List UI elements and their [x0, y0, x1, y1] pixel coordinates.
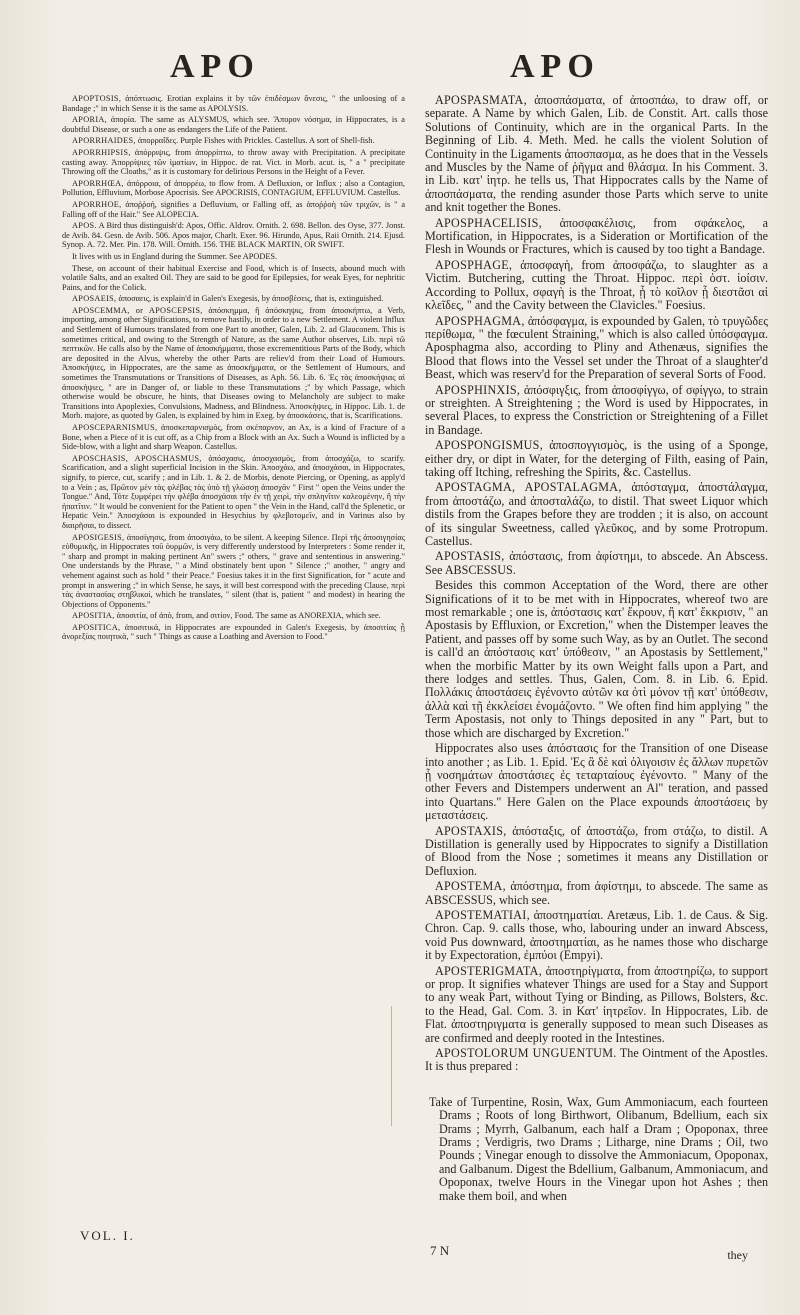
catchword: they — [727, 1248, 748, 1262]
dictionary-entry — [62, 115, 405, 134]
entry-text: The Ointment of the Apostles. It is thus prepared : — [425, 1046, 768, 1074]
entry-text: It lives with us in England during the Summer. See APODES. — [72, 251, 278, 261]
entry-text: ἀποῤῥοή, signifies a Defluvium, or Falling off, as ἀποῤῥοὴ τῶν τριχῶν, is " a Falling off of the Hair." See ALOPECIA. — [62, 199, 405, 219]
entry-text: ἀπόσκημμα, ἢ ἀπόσκηψις, from ἀποσκήπτω, a Verb, importing, among other Significations, to remove hastily, in order to a new Settlement. A violent Influx and Settlement of Humours translated from one Part to another, Galen, Lib. 2. ad Glauconem. This is sometimes critical, and owing to the Strength of Nature, as the same Author observes, Lib. περὶ τῶ πεπτικῶν. He calls also by the Name of ἀποσκήμματα, those excrementitious Parts of the Body, which are deposited in the Alvus, whereby the other Parts are reliev'd from their Load of Humours. Ἀποσκήψιες, in Hippocrates, are the same as ἀποσκήμματα, or the Settlement of Humours, and sometimes the Transmutations or Transitions of Diseases, as Aph. 56. Lib. 6. Ἐς τὰς ἀποσκήψιας αἱ ἀποσκήψιες, " are in Danger of, or liable to these Transmutations ;" by which Passage, which otherwise would be obscure, he hints, that Diseases owing to Melancholy are subject to make Transitions into Apoplexies, Convulsions, Madness, and Blindness. Ἀποσκήψιες, in Hippoc. Lib. 1. de Morb. majore, as quoted by Galen, is explained by him in Exeg. by ἀποσκάσεις, that is, Scarifications. — [62, 305, 406, 421]
entry-text: ἀπόσφαγμα, is expounded by Galen, τὸ τρυγῶδες περίθωμα, " the fœculent Straining," which is also called ὑπόσφαγμα. Aposphagma also, according to Pliny and Athenæus, signifies the Blood that flows into the Vessel set under the Throat of a slaughter'd Beast, which was reserv'd for the Preparation of several Sorts of Food. — [425, 313, 768, 382]
dictionary-entry — [425, 259, 768, 313]
entry-text: ἀπόπτωσις. Erotian explains it by τῶν ἐπιδέσμων ἄνεσις, " the unloosing of a Bandage ;" in which Sense it is the same as APOLYSIS. — [62, 94, 405, 113]
entry-text: ἀπόσταξις, of ἀποστάζω, from στάζω, to distil. A Distillation is generally used by Hippocrates to signify a Distillation of Blood from the Nose ; sometimes it means any Distillation or Defluxion. — [425, 823, 768, 878]
dictionary-entry — [62, 264, 405, 293]
entry-text: ἀποσιτία, of ἀπὸ, from, and σιτίον, Food. The same as ANOREXIA, which see. — [114, 611, 381, 621]
signature-mark: 7 N — [430, 1243, 450, 1258]
entry-headword: APOS. — [72, 221, 97, 231]
entry-headword: APOSPHINXIS, — [435, 382, 521, 397]
entry-text: ἀπόρριψις, from ἀπορρίπτω, to throw away with Precipitation. A precipitate casting away. Ἀπορρίψιες τῶν ἱματίων, in Hippoc. de rat. Vict. in Morb. acut. is, " a " precipitate Throwing off the Cloaths," as it is customary for delirious Persons in the Height of a Fever. — [62, 147, 405, 177]
dictionary-entry — [425, 1047, 768, 1074]
entry-headword: APORRHIPSIS, — [72, 147, 131, 157]
entry-headword: APOSCEPARNISMUS, — [72, 423, 158, 432]
entry-text: ἀπόρροια, of ἀπορρέω, to flow from. A Defluxion, or Influx ; also a Contagion, Pollution, Effluvium, Morbose Apocrisis. See APOCRISIS, CONTAGIUM, EFFLUVIUM. Castellus. — [62, 178, 405, 198]
dictionary-entry — [425, 825, 768, 879]
entry-headword: APOSPHAGMA, — [435, 313, 525, 328]
dictionary-entry — [425, 315, 768, 382]
dictionary-entry — [425, 94, 768, 215]
entry-text: ἀποσίγησις, from ἀποσιγάω, to be silent. A keeping Silence. Περὶ τῆς ἀποσιγησίας εὐθυμικῆς, in Hippocrates τοῦ ὀυρμῶν, is very differently understood by Interpreters : Some render it, " sharp and prompt in making pertinent An" swers ;" others, " grave and sententious in answering." One understands by the Phrase, " a Mind obstinately bent upon " Silence ;" another, " angry and vehement against such as hold " their Peace." Foesius takes it in the first Signification, for " acute and prompt in answering ;" in which Sense, he says, it will best correspond with the preceding Clause, περὶ τὰς ἀναστασίας στηβλικοί, which he translates, " silent (that is, patient " and modest) in hearing the Objections of Opponents." — [62, 532, 405, 609]
entry-headword: APORIA, — [72, 115, 108, 125]
dictionary-entry — [62, 623, 405, 642]
dictionary-entry — [425, 550, 768, 577]
entry-text: ἀποσαεις, is explain'd in Galen's Exegesis, by ἀποσβέσεις, that is, extinguished. — [116, 294, 384, 304]
entry-headword: APOSCHASIS, APOSCHASMUS, — [72, 453, 202, 463]
entry-text: ἀπόσχασις, ἀποσχασμὸς, from ἀποσχάζω, to scarify. Scarification, and a slight superficial Incision in the Skin. Ἀποσχάω, and ἀποσχάσαι, in Hippocrates, signify, to pierce, cut, scarify ; and in Lib. 1. & 2. de Morbis, denote Piercing, or Opening, as apply'd to a Vein ; as, Πρῶτον μὲν τὰς φλέβας τὰς ὑπὸ τῇ γλώσσῃ ἀποσχᾶν " First " open the Veins under the Tongue." And, Τότε ξυμφέρει τὴν φλέβα ἀποσχάσαι τὴν ἐν τῇ χειρὶ, τὴν σπληνῖτιν καλεομένην, ἢ τὴν ἡπατῖτιν. " It would be convenient for the Patient to open " the Vein in the Hand, call'd the Splenetic, or Hepatic Vein." Ἀποσχάσαι is expounded in Hesychius by φλεβοτομεῖν, and in Varinus also by διαιρῆσαι, to dissect. — [62, 453, 406, 530]
entry-headword: APORRHOE, — [72, 199, 122, 209]
entry-headword: APOSPHACELISIS, — [435, 215, 542, 230]
entry-text: ἀποστηρίγματα, from ἀποστηρίζω, to support or prop. It signifies whatever Things are used for a Stay and Support to any weak Part, without Tying or Binding, as Pillows, Bolsters, &c. to the Head, Gal. Com. 3. in Κατ' ἰητρεῖον. In Hippocrates, Lib. de Flat. ἀποστηριγματα is generally supposed to mean such Diseases as are confirmed and deeply rooted in the Intestines. — [425, 963, 768, 1045]
entry-headword: APOSAEIS, — [72, 294, 117, 304]
entry-headword: APOSTEMA, — [435, 879, 506, 894]
running-head-right: APO — [510, 48, 600, 85]
dictionary-entry — [425, 742, 768, 822]
dictionary-entry — [62, 179, 405, 198]
entry-text: ἀποσφακέλισις, from σφάκελος, a Mortification, in Hippocrates, is a Sideration or Mortification of the Flesh in Wounds or Fractures, which is caused by too tight a Bandage. — [425, 215, 768, 257]
entry-headword: APOSITIA, — [72, 611, 115, 621]
right-column — [425, 94, 768, 1203]
dictionary-entry — [425, 880, 768, 907]
dictionary-entry — [425, 965, 768, 1045]
entry-text: ἀποσπογγισμὸς, is the using of a Sponge, either dry, or dipt in Water, for the deterging of Filth, easing of Pain, taking off Itching, refreshing the Spirits, &c. Castellus. — [425, 438, 768, 479]
running-head-left: APO — [170, 48, 260, 85]
dictionary-entry — [425, 909, 768, 963]
dictionary-entry — [62, 148, 405, 177]
binding-thread — [391, 1006, 392, 1126]
entry-headword: APOSIGESIS, — [72, 532, 125, 542]
entry-headword: APOSTERIGMATA, — [435, 963, 543, 978]
entry-text: ἀπόσταγμα, ἀποστάλαγμα, from ἀποστάζω, and ἀποσταλάζω, to distil. That sweet Liquor which distils from the Grapes before they are trodden ; it is also, on account of its singular Sweetness, called γλεῦκος, and by some Protropum. Castellus. — [425, 480, 769, 548]
entry-text: ἀποσιτικά, in Hippocrates are expounded in Galen's Exegesis, by ἀποσιτίας ᾗ ἀνορεξίας ποιητικὰ, " such " Things as cause a Loathing and Aversion to Food." — [62, 622, 405, 642]
entry-headword: APOPTOSIS, — [72, 94, 122, 103]
dictionary-entry — [425, 439, 768, 479]
entry-text: ἀπορραΐδες. Purple Fishes with Prickles. Castellus. A sort of Shell-fish. — [135, 136, 375, 146]
dictionary-entry — [62, 221, 405, 250]
entry-text: These, on account of their habitual Exercise and Food, which is of Insects, abound much with volatile Salts, and an exalted Oil. They are said to be good for Epilepsies, for weak Eyes, for nephritic Pains, and for the Colick. — [62, 263, 405, 292]
entry-text: ἀποσφαγὴ, from ἀποσφάζω, to slaughter as a Victim. Butchering, cutting the Throat. Hippoc. περὶ ὀστ. ἰοίσιν. According to Pollux, σφαγὴ is the Throat, ᾗ τὸ κοῖλον ᾗ διεστᾶσι αἱ κλεῖδες, " and the Cavity between the Clavicles." Foesius. — [425, 257, 768, 313]
entry-headword: APOSTASIS, — [435, 549, 505, 564]
entry-text: A Bird thus distinguish'd: Apos, Offic. Aldrov. Ornith. 2. 698. Bellon. des Oyse, 377. Jonst. de Avib. 84. Gesn. de Avib. 506. Apos major, Charlt. Exer. 96. Hirundo, Apus, Raii Ornith. 214. Ejusd. Synop. A. 72. Mer. Pin. 178. Will. Ornith. 156. THE BLACK MARTIN, OR SWIFT. — [62, 221, 405, 250]
left-column — [62, 94, 405, 1203]
entry-headword: APOSTOLORUM UNGUENTUM. — [435, 1046, 617, 1061]
entry-headword: APOSITICA, — [72, 622, 121, 632]
entry-text: ἀποσκεπαρνισμὸς, from σκέπαρνον, an Ax, is a kind of Fracture of a Bone, when a Piece of it is cut off, as a Chip from a Block with an Ax. Such a Wound is inflicted by a Side-blow, with a light and sharp Weapon. Castellus. — [62, 423, 405, 452]
dictionary-entry — [425, 579, 768, 740]
dictionary-entry — [425, 481, 768, 548]
entry-headword: APOSTAXIS, — [435, 823, 507, 838]
entry-text: ἀπόσφιγξις, from ἀποσφίγγω, of σφίγγω, to strain or streighten. A Streightening ; the Word is used by Hippocrates, in several Places, to express the Constriction or Streightening of a Fillet in Bandage. — [425, 382, 768, 437]
entry-text: ἀπόστημα, from ἀφίστημι, to abscede. The same as ABSCESSUS, which see. — [425, 879, 768, 907]
dictionary-entry — [62, 454, 405, 531]
recipe-text: Take of Turpentine, Rosin, Wax, Gum Ammoniacum, each fourteen Drams ; Roots of long Birthwort, Olibanum, Bdellium, each six Drams ; Myrrh, Galbanum, each half a Dram ; Opoponax, three Drams ; Verdigris, two Drams ; Litharge, nine Drams ; Oil, two Pounds ; Vinegar enough to dissolve the Ammoniacum, Opoponax, and Galbanum. Digest the Bdellium, Galbanum, Ammoniacum, and Opoponax, twelve Hours in the Vinegar upon hot Ashes ; then make them boil, and when — [429, 1094, 768, 1203]
dictionary-entry — [62, 423, 405, 452]
entry-headword: APOSPASMATA, — [435, 93, 527, 107]
entry-headword: APORRHAIDES, — [72, 136, 136, 146]
entry-text: ἀποσπάσματα, of ἀποσπάω, to draw off, or separate. A Name by which Galen, Lib. de Constit. Art. calls those Solutions of Continuity, which are in the organical Parts. In the Beginning of Lib. 4. Meth. Med. he calls the violent Solution of Continuity in the Ligaments ἀποσπασμα, as he does that in the Vessels and Muscles by the Name of ῥῆγμα and θλάσμα. In his Comment. 3. in Lib. κατ' ἰητρ. he tells us, That Hippocrates calls by the Name of ἀποσπάσματα, the rending asunder those Parts which serve to unite and knit together the Bones. — [425, 93, 768, 215]
dictionary-entry — [425, 384, 768, 438]
dictionary-entry — [62, 611, 405, 621]
entry-headword: APOSCEMMA, or APOSCEPSIS, — [72, 305, 203, 315]
entry-headword: APORRHŒA, — [72, 178, 124, 188]
entry-text: ἀπόστασις, from ἀφίστημι, to abscede. An Abscess. See ABSCESSUS. — [425, 549, 768, 577]
volume-label: VOL. I. — [80, 1228, 135, 1243]
dictionary-entry — [62, 136, 405, 146]
entry-text: Besides this common Acceptation of the Word, there are other Significations of it to be met with in Hippocrates, whereof two are most remarkable ; one is, ἀπόστασις κατ' ἔκρουν, ἢ κατ' ἔκκρισιν, " an Apostasis by Effluxion, or Excretion," when the Distemper leaves the Patient, and passes off by some such Way, as by an Outlet. The second is call'd an ἀπόστασις κατ' ὑπόθεσιν, " an Apostasis by Settlement," when the morbific Matter by its own Weight falls upon a Part, and there lodges and settles. Thus, Galen, Com. 8. in Lib. 6. Epid. Πολλάκις ἀποστάσεις ἐγένοντο αὐτῶν κα ὀτὶ μόνον τῇ κατ' ὑπόθεσιν, ἀλλὰ καὶ τῇ ἐκκλείσει ἐνομάζοντο. " We often find him applying " the Term Apostasis, not only to Things deposited in any " Part, but to those which are discharged by Excretion." — [425, 578, 768, 740]
entry-headword: APOSTEMATIAI, — [435, 907, 530, 922]
entry-headword: APOSTAGMA, APOSTALAGMA, — [435, 480, 622, 495]
entry-text: ἀποστηματίαι. Aretæus, Lib. 1. de Caus. & Sig. Chron. Cap. 9. calls those, who, labouring under an inward Abscess, void Pus downward, ἀποστηματίαι, as he names those who discharge it by Expectoration, ἐμπύοι (Empyi). — [425, 907, 768, 963]
dictionary-entry — [62, 294, 405, 304]
entry-text: Hippocrates also uses ἀπόστασις for the Transition of one Disease into another ; as Lib. 1. Epid. Ἐς ἃ δὲ καὶ ὀλιγοισιν ἐς ἄλλων πυρετῶν ᾗ νοσημάτων ἀποστάσιες ἐς τεταρταίους ἐγένοντο. " Many of the other Fevers and Distempers underwent an Al" teration, and passed into Quartans." Here Galen on the Place expounds ἀποστάσεις by μεταστάσεις. — [425, 741, 768, 823]
dictionary-entry — [62, 306, 405, 421]
dictionary-entry — [62, 533, 405, 610]
dictionary-entry — [62, 252, 405, 262]
dictionary-entry — [62, 200, 405, 219]
dictionary-entry — [62, 94, 405, 113]
entry-text: ἀπορία. The same as ALYSMUS, which see. Ἄπορον νόσημα, in Hippocrates, is a doubtful Disease, or such a one as endangers the Life of the Patient. — [62, 115, 405, 134]
entry-headword: APOSPONGISMUS, — [435, 438, 544, 453]
dictionary-entry — [425, 217, 768, 257]
entry-headword: APOSPHAGE, — [435, 257, 513, 272]
